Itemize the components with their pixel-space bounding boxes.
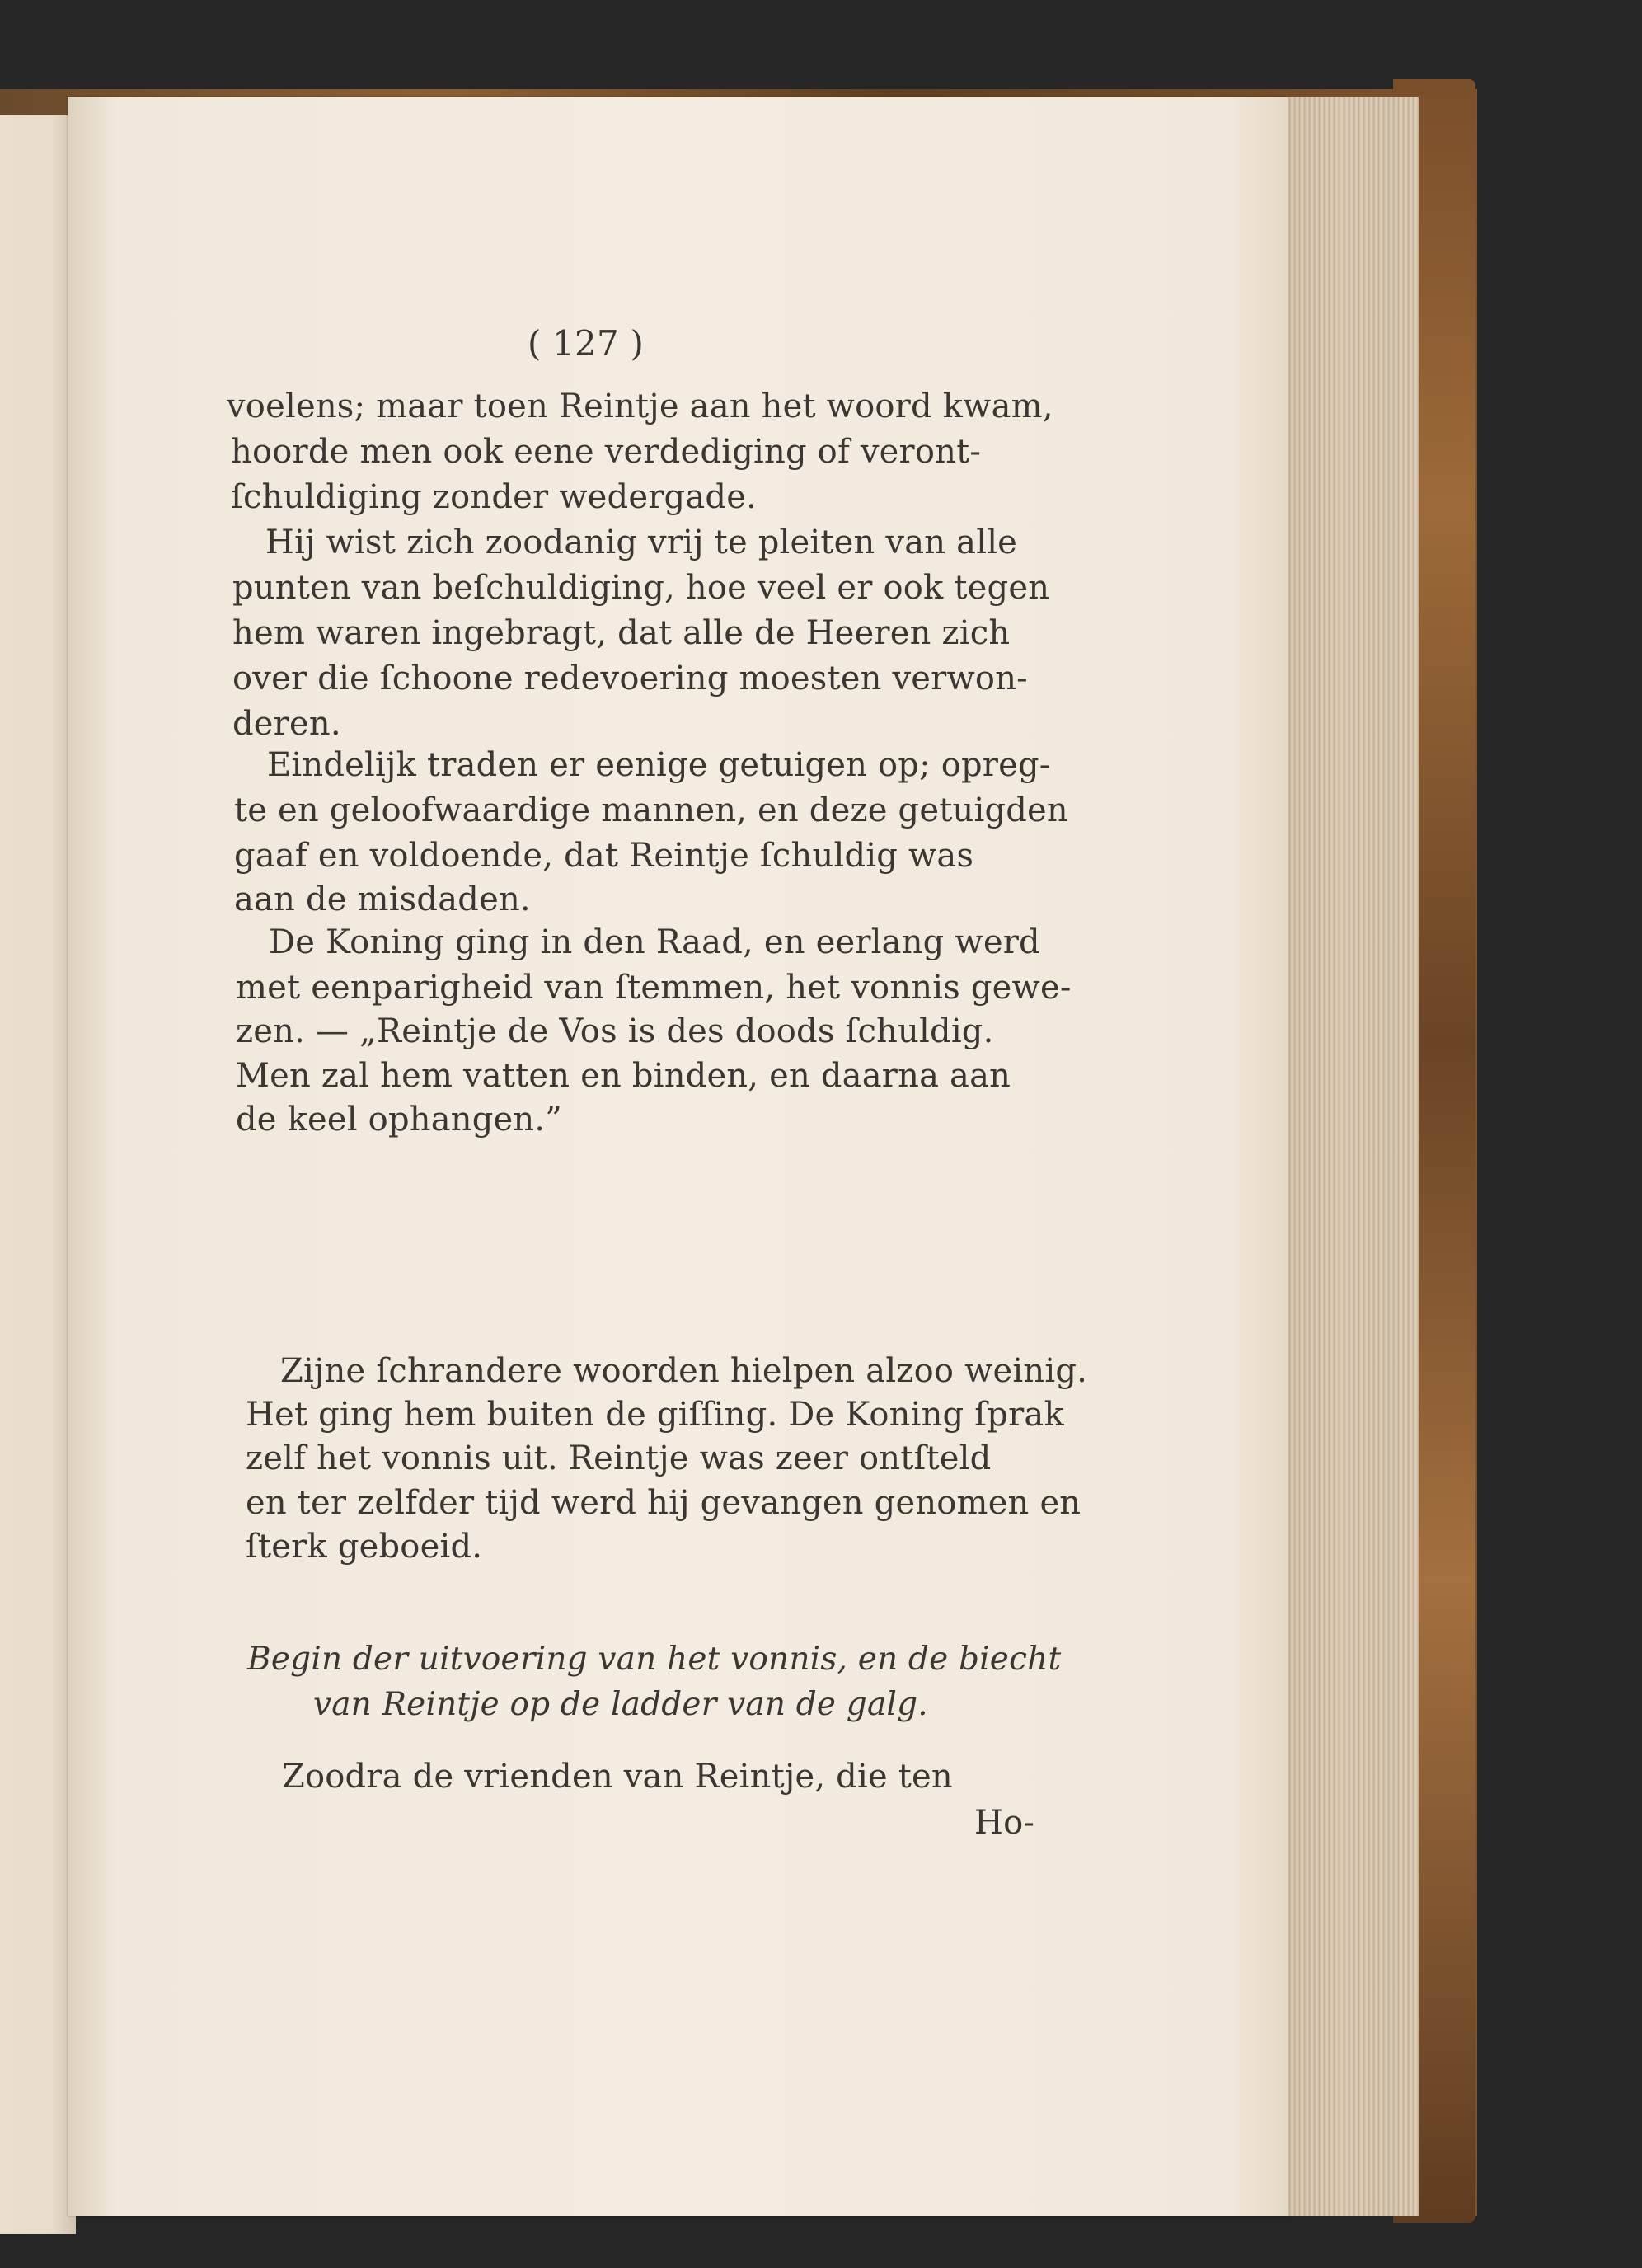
text-line: ſterk geboeid.: [246, 1528, 483, 1566]
text-line: de keel ophangen.”: [236, 1101, 562, 1139]
text-line: voelens; maar toen Reintje aan het woord kwam,: [227, 387, 1053, 425]
text-line: hoorde men ook eene verdediging of veront-: [231, 433, 982, 471]
text-line: Men zal hem vatten en binden, en daarna aan: [236, 1057, 1011, 1095]
text-line: Zoodra de vrienden van Reintje, die ten: [282, 1758, 953, 1796]
section-heading-line: van Reintje op de ladder van de galg.: [313, 1686, 928, 1723]
text-line: zelf het vonnis uit. Reintje was zeer ontſteld: [246, 1439, 992, 1477]
text-line: zen. — „Reintje de Vos is des doods ſchuldig.: [236, 1012, 994, 1050]
text-line: met eenparigheid van ſtemmen, het vonnis gewe-: [236, 969, 1072, 1007]
text-line: hem waren ingebragt, dat alle de Heeren zich: [232, 614, 1011, 652]
text-line: deren.: [232, 705, 341, 743]
section-heading-line: Begin der uitvoering van het vonnis, en de biecht: [247, 1641, 1062, 1678]
text-line: Zijne ſchrandere woorden hielpen alzoo weinig.: [280, 1352, 1088, 1390]
text-line: Eindelijk traden er eenige getuigen op; opreg-: [267, 746, 1051, 784]
left-page-sliver: [0, 115, 76, 2234]
text-line: aan de misdaden.: [234, 880, 531, 918]
page-number-header: ( 127 ): [528, 323, 645, 364]
text-line: Hij wist zich zoodanig vrij te pleiten van alle: [265, 524, 1018, 561]
text-line: te en geloofwaardige mannen, en deze getuigden: [234, 791, 1068, 829]
text-line: Het ging hem buiten de giſſing. De Koning ſprak: [246, 1396, 1064, 1434]
text-line: punten van beſchuldiging, hoe veel er ook tegen: [232, 569, 1050, 607]
text-line: gaaf en voldoende, dat Reintje ſchuldig was: [234, 837, 974, 875]
catchword: Ho-: [974, 1804, 1035, 1842]
text-line: over die ſchoone redevoering moesten verwon-: [232, 660, 1028, 697]
page-edges: [1269, 97, 1419, 2216]
text-line: ſchuldiging zonder wedergade.: [231, 478, 757, 516]
text-line: De Koning ging in den Raad, en eerlang werd: [269, 923, 1040, 961]
text-line: en ter zelfder tijd werd hij gevangen genomen en: [246, 1484, 1081, 1522]
